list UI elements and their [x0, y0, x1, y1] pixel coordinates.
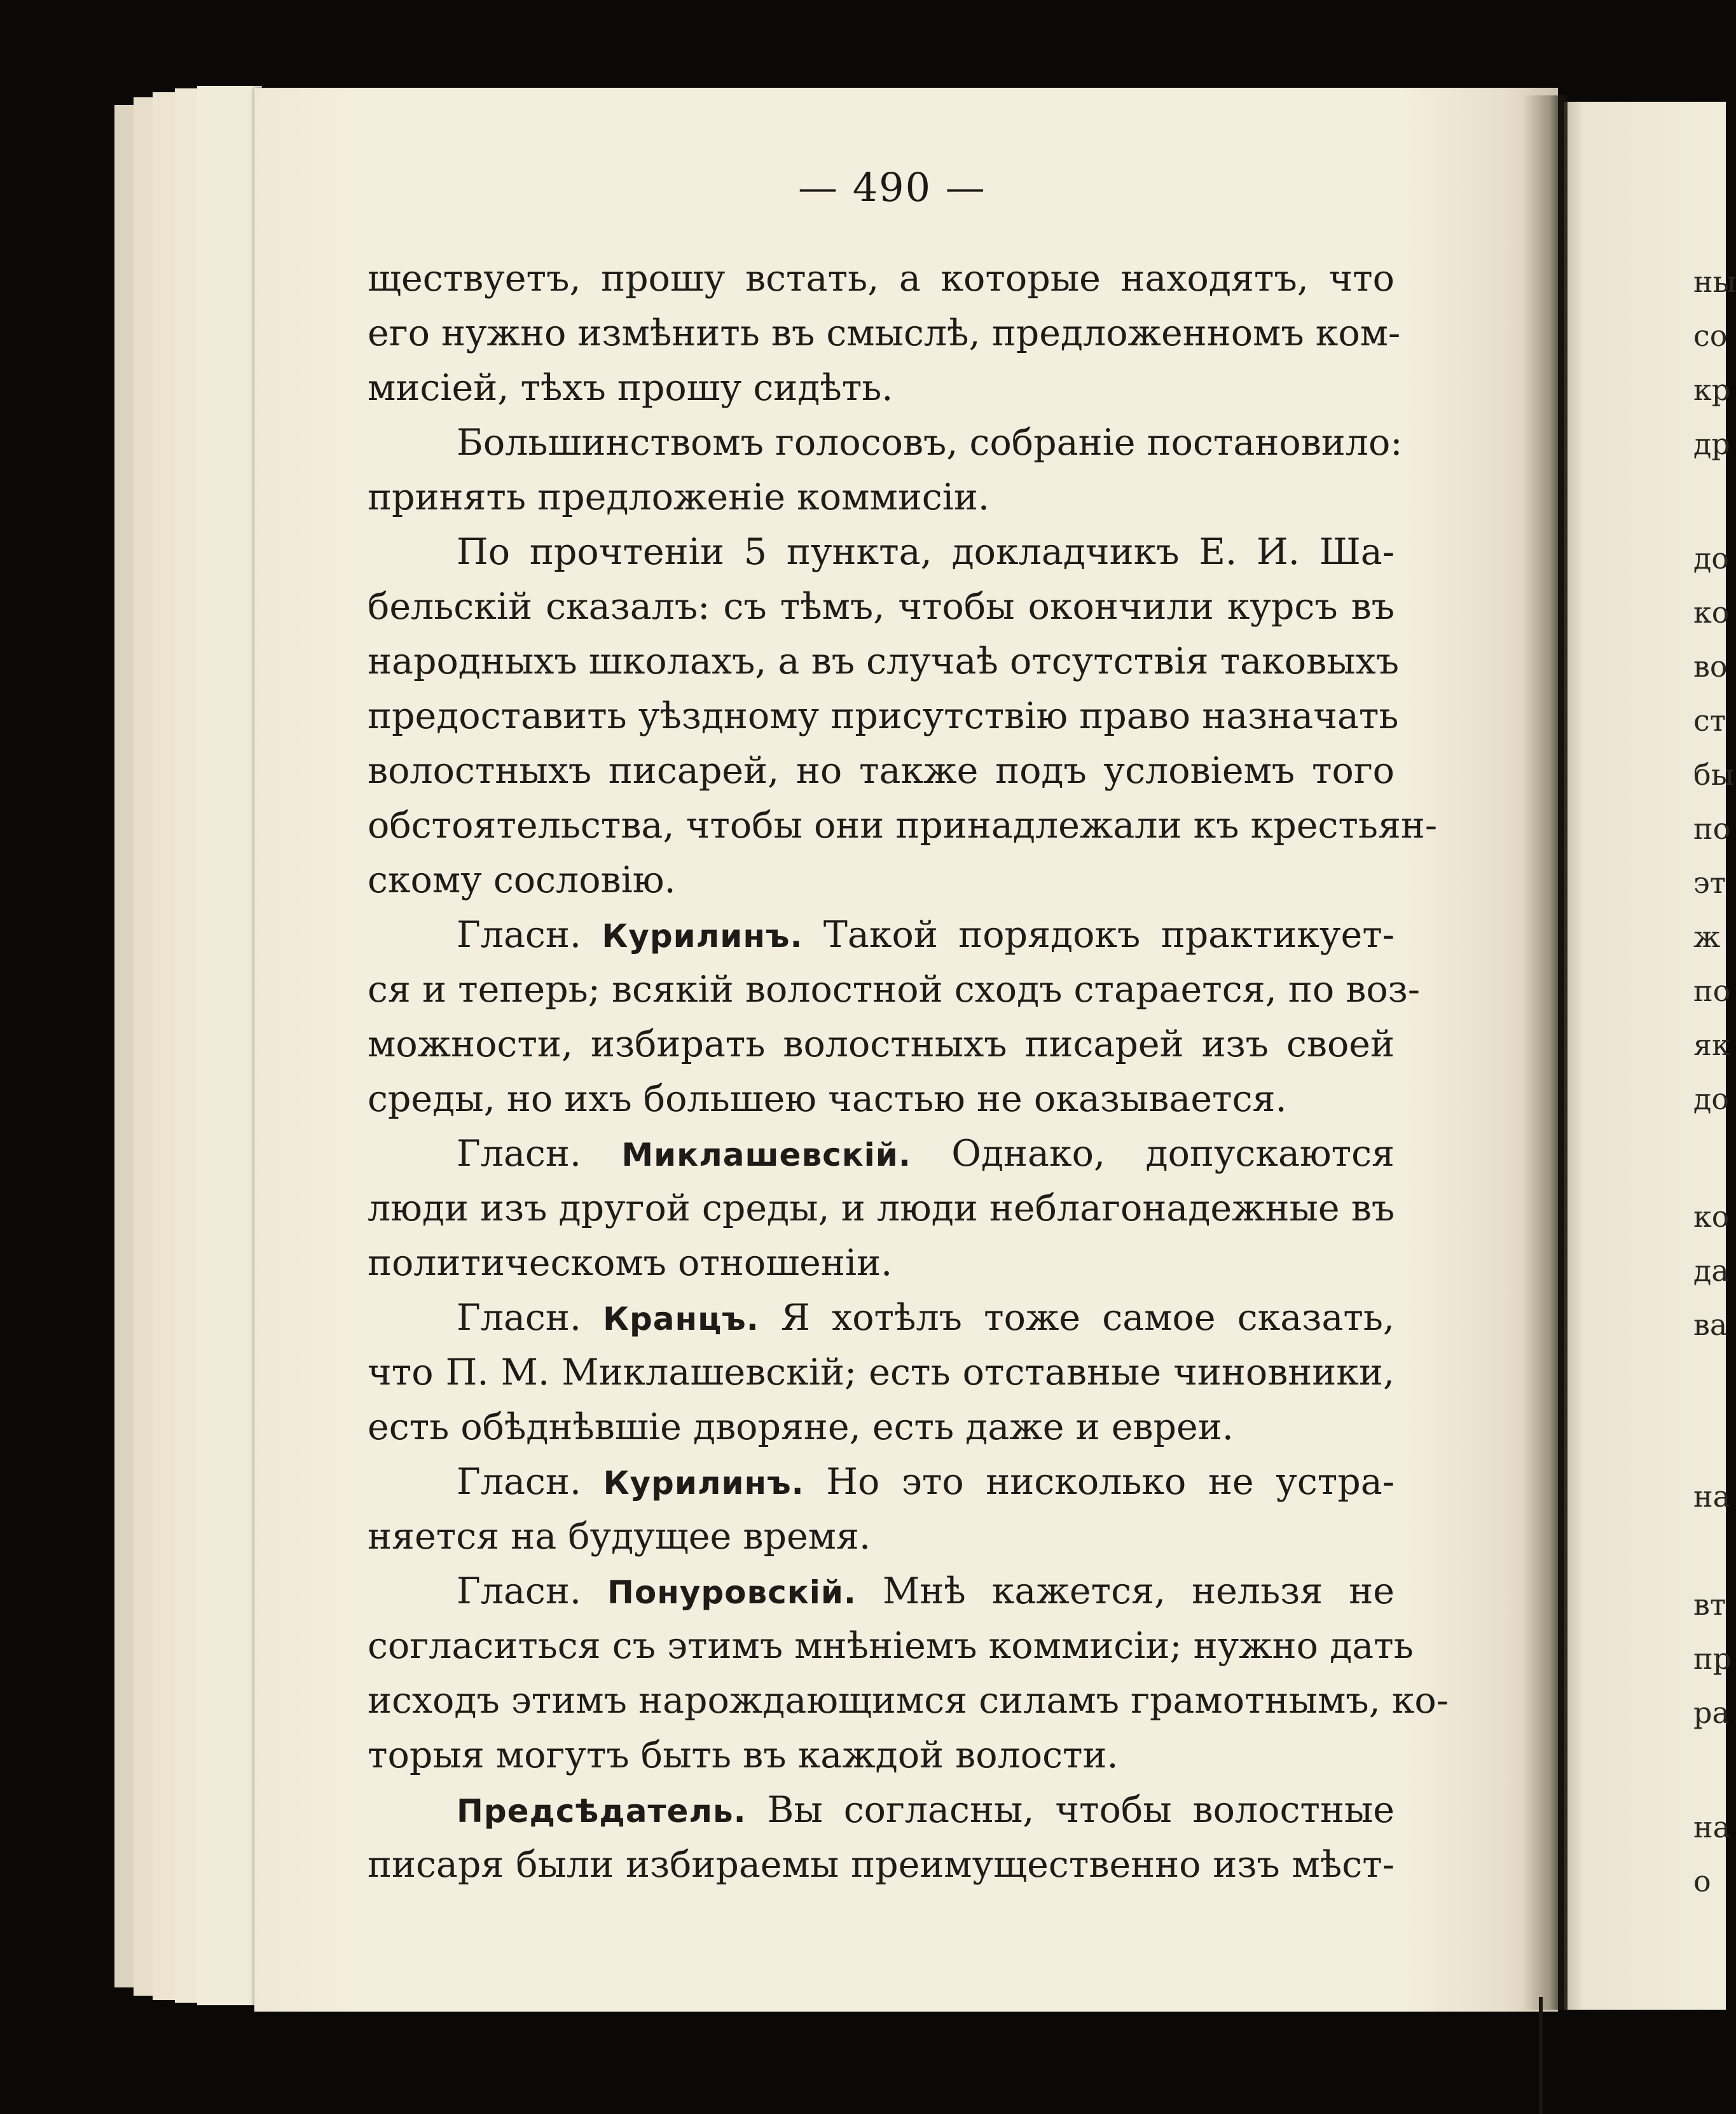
speech-text: Такой порядокъ практикует-	[823, 914, 1395, 956]
paragraph	[368, 251, 1401, 415]
book-gutter	[1523, 95, 1567, 2010]
text-line: скому сословію.	[368, 859, 676, 901]
page-edge	[197, 86, 262, 2005]
paragraph	[368, 1454, 1395, 1564]
text-line: ся и теперь; всякій волостной сходъ старается, по воз-	[368, 969, 1421, 1011]
text-line: политическомъ отношеніи.	[368, 1242, 893, 1284]
paragraph	[368, 908, 1421, 1126]
body-text	[368, 251, 1449, 1892]
right-page-fragment: ва	[1693, 1308, 1728, 1342]
right-page-fragment: эт	[1693, 866, 1726, 900]
text-line: По прочтеніи 5 пункта, докладчикъ Е. И. Ша-	[457, 531, 1395, 573]
right-page-fragment: ра	[1693, 1696, 1730, 1730]
speaker-prefix: Гласн.	[457, 914, 581, 956]
right-page-fragment: ко	[1693, 595, 1730, 630]
text-line: Большинствомъ голосовъ, собраніе постановило:	[457, 422, 1403, 464]
text-line: народныхъ школахъ, а въ случаѣ отсутствія таковыхъ	[368, 640, 1399, 682]
text-line: бельскій сказалъ: съ тѣмъ, чтобы окончили курсъ въ	[368, 586, 1395, 628]
text-line: ществуетъ, прошу встать, а которые находятъ, что	[368, 258, 1395, 300]
right-page-fragment: на	[1693, 1810, 1731, 1844]
right-page-fragment: др	[1693, 427, 1730, 461]
right-page-fragment: по	[1693, 974, 1731, 1008]
speech-text: Но это нисколько не устра-	[826, 1461, 1395, 1503]
text-line: волостныхъ писарей, но также подъ условіемъ того	[368, 750, 1395, 792]
speech-text: Однако, допускаются	[951, 1133, 1395, 1175]
right-page-fragment: на	[1693, 1479, 1731, 1514]
text-line	[368, 1564, 1395, 1619]
speaker-name: Понуровскій.	[607, 1574, 857, 1611]
right-page-fragment: вт	[1693, 1587, 1726, 1622]
text-line: писаря были избираемы преимущественно изъ мѣст-	[368, 1844, 1395, 1886]
right-page-fragment: кр	[1693, 373, 1731, 407]
speaker-prefix: Гласн.	[457, 1297, 581, 1339]
right-page-fragment: бы	[1693, 757, 1735, 792]
right-page-fragment: пр	[1693, 1641, 1732, 1676]
text-line: согласиться съ этимъ мнѣніемъ коммисіи; нужно дать	[368, 1625, 1414, 1667]
text-line: люди изъ другой среды, и люди неблагонадежные въ	[368, 1187, 1395, 1229]
right-page-fragment: як	[1693, 1028, 1730, 1062]
speaker-name: Миклашевскій.	[621, 1136, 911, 1173]
page-edges	[114, 86, 261, 2013]
text-line	[368, 1126, 1395, 1181]
right-page-fragment: ж	[1693, 920, 1721, 954]
right-page-fragment: да	[1693, 1254, 1729, 1288]
text-line	[368, 1290, 1395, 1345]
text-line	[368, 1454, 1395, 1509]
speech-text: Вы согласны, чтобы волостные	[767, 1789, 1395, 1831]
speaker-name: Предсѣдатель.	[457, 1793, 747, 1830]
paragraph	[368, 525, 1438, 908]
right-page-fragment: ко	[1693, 1199, 1730, 1234]
text-line: обстоятельства, чтобы они принадлежали къ крестьян-	[368, 805, 1438, 846]
text-line	[368, 908, 1395, 962]
text-line: предоставить уѣздному присутствію право назначать	[368, 695, 1399, 737]
paragraph	[368, 1290, 1395, 1454]
text-line: торыя могутъ быть въ каждой волости.	[368, 1734, 1119, 1776]
text-line: мисіей, тѣхъ прошу сидѣть.	[368, 367, 893, 409]
text-line: его нужно измѣнить въ смыслѣ, предложенномъ ком-	[368, 312, 1401, 354]
right-page-fragment: до	[1693, 1082, 1730, 1116]
right-page-fragment: о	[1693, 1864, 1711, 1898]
page-number: — 490 —	[798, 164, 986, 211]
right-page-fragment: по	[1693, 812, 1731, 846]
right-page-fragment: ст	[1693, 703, 1726, 738]
right-page-fragment: во	[1693, 649, 1728, 684]
speaker-name: Курилинъ.	[603, 1465, 804, 1502]
text-line: можности, избирать волостныхъ писарей изъ своей	[368, 1023, 1395, 1065]
text-line: что П. М. Миклашевскій; есть отставные чиновники,	[368, 1351, 1395, 1393]
text-line: есть обѣднѣвшіе дворяне, есть даже и евреи.	[368, 1406, 1234, 1448]
right-page-fragment: со	[1693, 319, 1728, 353]
text-line: няется на будущее время.	[368, 1516, 871, 1558]
text-line: среды, но ихъ большею частью не оказывается.	[368, 1078, 1287, 1120]
paragraph	[368, 1564, 1449, 1783]
speaker-prefix: Гласн.	[457, 1461, 581, 1503]
speech-text: Я хотѣлъ тоже самое сказать,	[780, 1297, 1395, 1339]
speaker-name: Курилинъ.	[602, 918, 803, 955]
right-page-fragment: ны	[1693, 265, 1736, 299]
speaker-prefix: Гласн.	[457, 1133, 581, 1175]
speaker-name: Кранцъ.	[603, 1301, 759, 1337]
paragraph	[368, 415, 1403, 525]
speaker-prefix: Гласн.	[457, 1570, 581, 1612]
text-line: исходъ этимъ нарождающимся силамъ грамотнымъ, ко-	[368, 1680, 1449, 1722]
speech-text: Мнѣ кажется, нельзя не	[882, 1570, 1395, 1612]
paragraph	[368, 1783, 1395, 1892]
right-page-fragment: до	[1693, 541, 1730, 576]
text-line: принять предложеніе коммисіи.	[368, 476, 990, 518]
bookmark-thread	[1539, 1997, 1543, 2114]
text-line	[368, 1783, 1395, 1837]
paragraph	[368, 1126, 1395, 1290]
